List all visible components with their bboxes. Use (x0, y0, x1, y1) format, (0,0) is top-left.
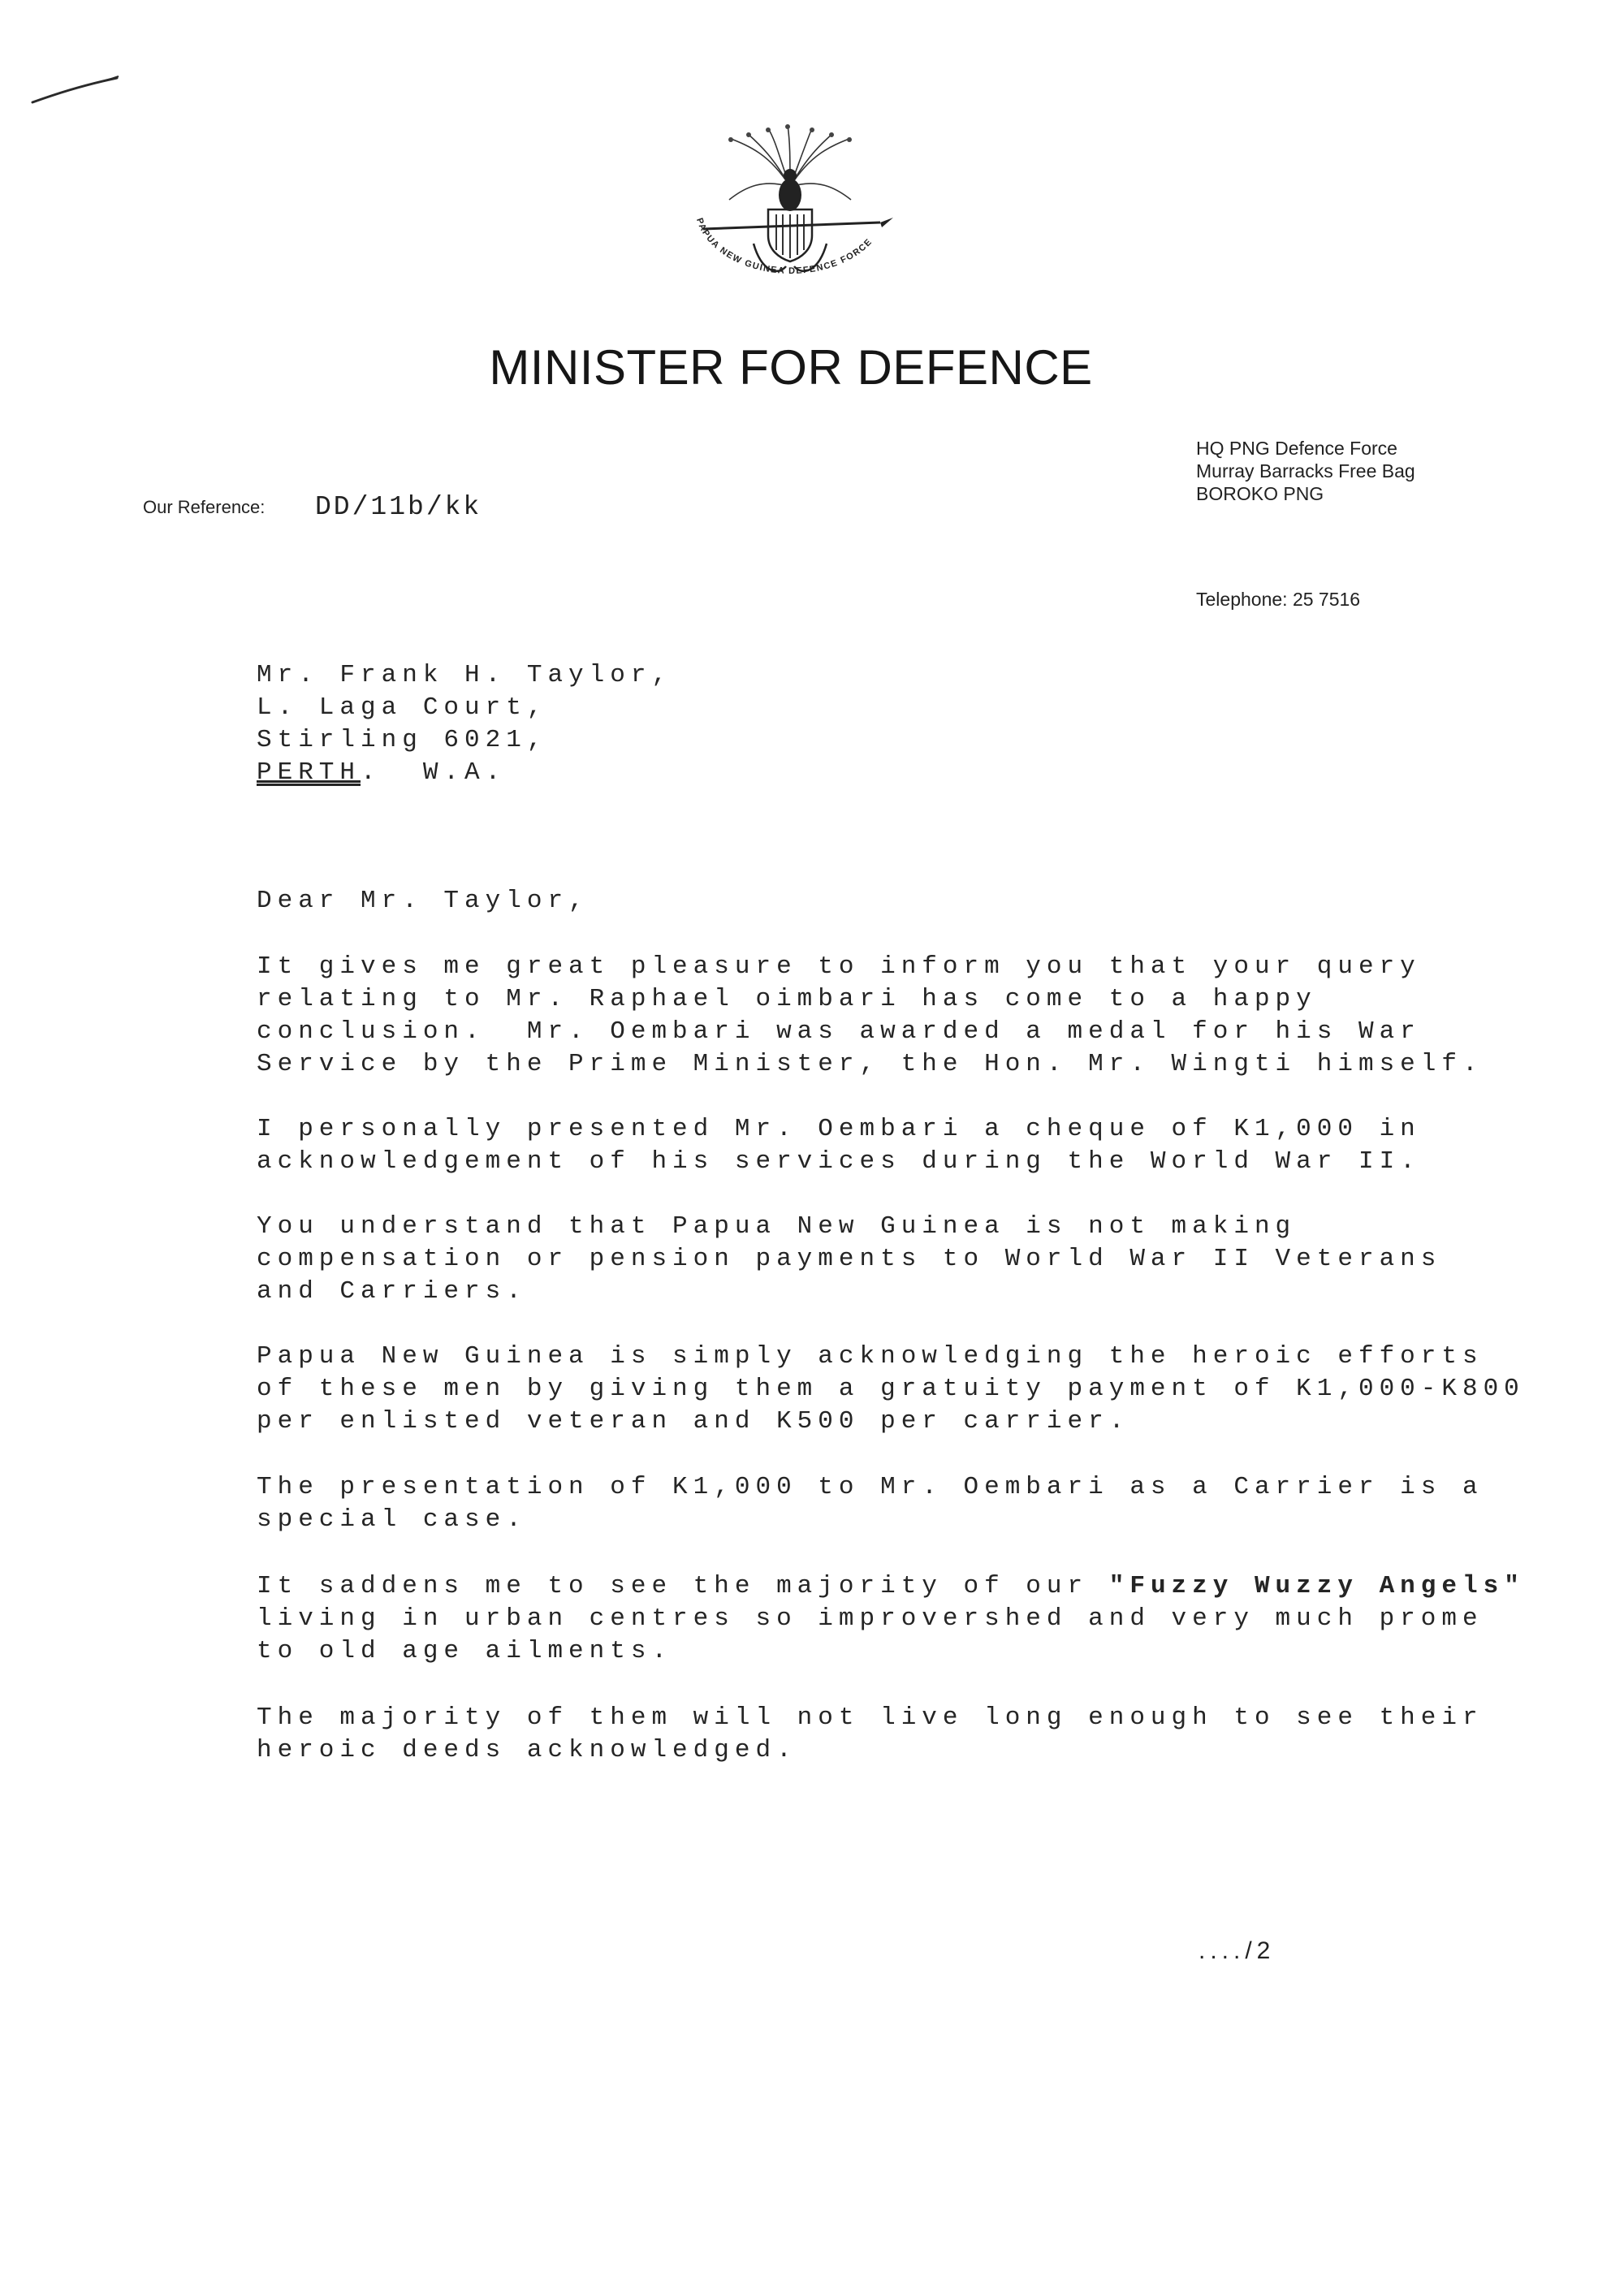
paragraph-line: heroic deeds acknowledged. (257, 1736, 797, 1764)
png-defence-force-crest-icon (672, 122, 908, 300)
page-continuation: ..../2 (1199, 1937, 1276, 1964)
paragraph-line: The majority of them will not live long enough to see their (257, 1704, 1484, 1732)
paragraph-line (257, 1570, 1525, 1603)
address-line: Murray Barracks Free Bag (1196, 460, 1415, 481)
paragraph-line: It gives me great pleasure to inform you that your query (257, 952, 1421, 981)
paragraph-line: You understand that Papua New Guinea is not making (257, 1212, 1297, 1241)
recipient-suburb: Stirling 6021, (257, 726, 548, 754)
letterhead-title: MINISTER FOR DEFENCE (489, 340, 1093, 395)
body-paragraph-5 (257, 1471, 1484, 1536)
telephone-label: Telephone: (1196, 589, 1288, 610)
paragraph-text: It saddens me to see the majority of our (257, 1572, 1109, 1600)
paragraph-line: Papua New Guinea is simply acknowledging the heroic efforts (257, 1342, 1484, 1371)
body-paragraph-4 (257, 1341, 1525, 1438)
telephone (1196, 589, 1360, 611)
reference-label: Our Reference: (143, 497, 266, 517)
paragraph-line: living in urban centres so improvershed and very much prome (257, 1604, 1484, 1633)
paragraph-line: to old age ailments. (257, 1637, 673, 1665)
body-paragraph-2 (257, 1113, 1421, 1178)
recipient-street: L. Laga Court, (257, 693, 548, 722)
paragraph-line: relating to Mr. Raphael oimbari has come to a happy (257, 985, 1317, 1013)
salutation: Dear Mr. Taylor, (257, 887, 590, 915)
address-line: BOROKO PNG (1196, 483, 1324, 504)
recipient-state: . W.A. (361, 758, 507, 787)
body-paragraph-7 (257, 1702, 1484, 1767)
recipient-name: Mr. Frank H. Taylor, (257, 661, 673, 689)
recipient-city-line (257, 757, 672, 789)
paragraph-line: acknowledgement of his services during the World War II. (257, 1147, 1421, 1176)
body-paragraph-3 (257, 1211, 1441, 1308)
paragraph-line: of these men by giving them a gratuity payment of K1,000-K800 (257, 1375, 1525, 1403)
telephone-value: 25 7516 (1292, 589, 1361, 610)
paragraph-line: conclusion. Mr. Oembari was awarded a medal for his War (257, 1017, 1421, 1046)
paragraph-line: per enlisted veteran and K500 per carrier. (257, 1407, 1130, 1436)
body-paragraph-6 (257, 1570, 1525, 1668)
paragraph-line: Service by the Prime Minister, the Hon. Mr. Wingti himself. (257, 1050, 1484, 1078)
paragraph-line: I personally presented Mr. Oembari a cheque of K1,000 in (257, 1115, 1421, 1143)
paragraph-line: The presentation of K1,000 to Mr. Oembari as a Carrier is a (257, 1473, 1484, 1501)
body-paragraph-1 (257, 951, 1484, 1081)
address-line: HQ PNG Defence Force (1196, 438, 1397, 459)
fuzzy-wuzzy-angels-quote: "Fuzzy Wuzzy Angels" (1108, 1572, 1525, 1600)
paragraph-line: and Carriers. (257, 1277, 527, 1306)
recipient-address (257, 659, 672, 789)
paragraph-line: compensation or pension payments to World War II Veterans (257, 1245, 1442, 1273)
paragraph-line: special case. (257, 1505, 527, 1534)
handwritten-mark (31, 75, 122, 107)
reference-value: DD/11b/kk (315, 492, 482, 522)
recipient-city: PERTH (257, 758, 361, 787)
crest-text: PAPUA NEW GUINEA DEFENCE FORCE (694, 217, 875, 277)
sender-address (1196, 437, 1415, 505)
